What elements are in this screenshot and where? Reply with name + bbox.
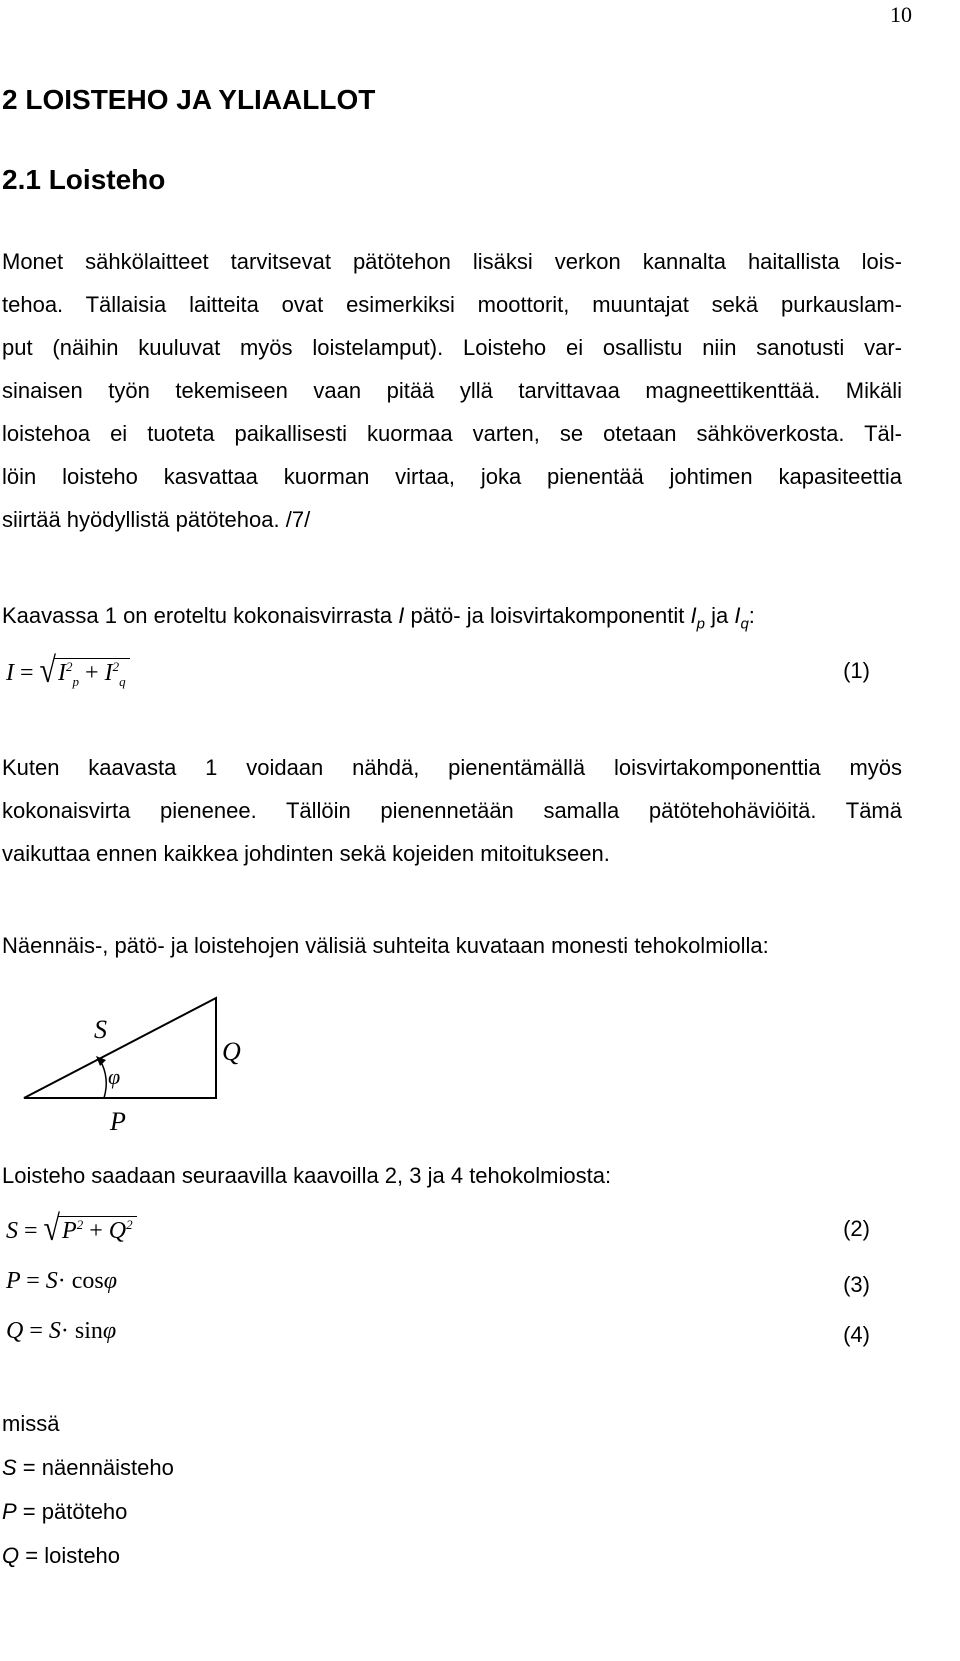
definition-item: P = pätöteho bbox=[2, 1499, 128, 1524]
equation-number: (4) bbox=[843, 1322, 870, 1347]
intro-line: löin loisteho kasvattaa kuorman virtaa, joka pienentää johtimen kapasiteettia bbox=[2, 464, 902, 489]
equation-2 bbox=[2, 1206, 870, 1256]
intro-line: siirtää hyödyllistä pätötehoa. /7/ bbox=[2, 507, 311, 532]
equation-number: (2) bbox=[843, 1216, 870, 1241]
formula1-intro: Kaavassa 1 on eroteltu kokonaisvirrasta I pätö- ja loisvirtakomponentit $I_p$ ja $I_q$: bbox=[2, 603, 755, 633]
power-triangle-figure bbox=[20, 990, 260, 1140]
page-number: 10 bbox=[890, 2, 912, 27]
formulas-intro: Loisteho saadaan seuraavilla kaavoilla 2, 3 ja 4 tehokolmiosta: bbox=[2, 1163, 612, 1188]
definitions-label: missä bbox=[2, 1411, 60, 1436]
chapter-heading: 2 LOISTEHO JA YLIAALLOT bbox=[2, 84, 376, 115]
angle-arc bbox=[100, 1060, 106, 1098]
intro-line: loistehoa ei tuoteta paikallisesti kuormaa varten, se otetaan sähköverkosta. Täl- bbox=[2, 421, 902, 446]
equation-number: (1) bbox=[843, 658, 870, 683]
paragraph-line: vaikuttaa ennen kaikkea johdinten sekä kojeiden mitoitukseen. bbox=[2, 841, 610, 866]
intro-line: Monet sähkölaitteet tarvitsevat pätötehon lisäksi verkon kannalta haitallista lois- bbox=[2, 249, 902, 274]
triangle-label-p: P bbox=[110, 1107, 126, 1136]
triangle-label-q: Q bbox=[222, 1037, 241, 1066]
equation-1-expression: $I = √I^2_p + I^2_q$ bbox=[6, 654, 130, 690]
equation-4 bbox=[2, 1312, 870, 1362]
equation-3 bbox=[2, 1262, 870, 1312]
triangle-label-s: S bbox=[94, 1015, 107, 1044]
triangle-intro: Näennäis-, pätö- ja loistehojen välisiä suhteita kuvataan monesti tehokolmiolla: bbox=[2, 933, 769, 958]
after-formula1-paragraph bbox=[2, 746, 902, 875]
equation-2-expression: $S = √P^2 + Q^2$ bbox=[6, 1212, 137, 1246]
intro-paragraph bbox=[2, 240, 902, 541]
section-heading: 2.1 Loisteho bbox=[2, 164, 166, 195]
paragraph-line: kokonaisvirta pienenee. Tällöin pienennetään samalla pätötehohäviöitä. Tämä bbox=[2, 798, 902, 823]
intro-line: put (näihin kuuluvat myös loistelamput). Loisteho ei osallistu niin sanotusti var- bbox=[2, 335, 902, 360]
equation-number: (3) bbox=[843, 1272, 870, 1297]
intro-line: tehoa. Tällaisia laitteita ovat esimerkiksi moottorit, muuntajat sekä purkauslam- bbox=[2, 292, 902, 317]
equation-4-expression: Q = S· sinφ bbox=[6, 1318, 117, 1344]
paragraph-line: Kuten kaavasta 1 voidaan nähdä, pienentämällä loisvirtakomponenttia myös bbox=[2, 755, 902, 780]
definitions-list bbox=[2, 1402, 174, 1578]
intro-line: sinaisen työn tekemiseen vaan pitää yllä tarvittavaa magneettikenttää. Mikäli bbox=[2, 378, 902, 403]
definition-item: S = näennäisteho bbox=[2, 1455, 174, 1480]
equation-3-expression: P = S· cosφ bbox=[6, 1268, 118, 1294]
definition-item: Q = loisteho bbox=[2, 1543, 121, 1568]
equation-1 bbox=[2, 648, 870, 698]
triangle-label-phi: φ bbox=[108, 1064, 121, 1089]
